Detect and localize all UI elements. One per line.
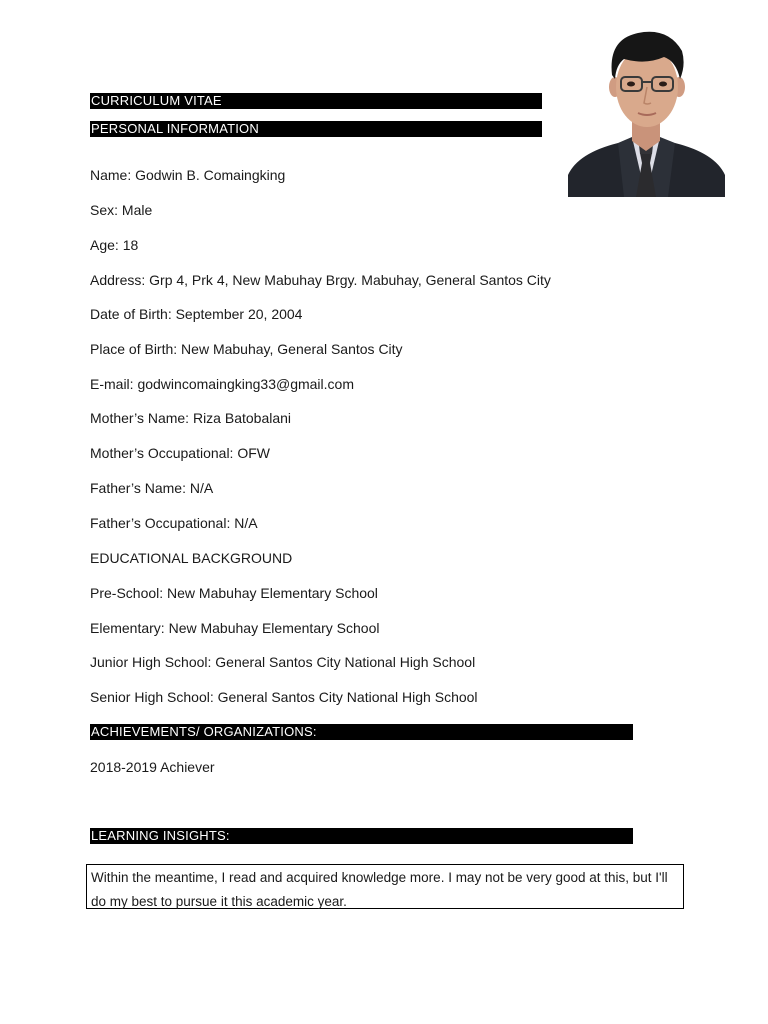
heading-personal-information: PERSONAL INFORMATION xyxy=(90,121,542,137)
profile-photo xyxy=(568,25,725,197)
info-address: Address: Grp 4, Prk 4, New Mabuhay Brgy. Mabuhay, General Santos City xyxy=(90,272,551,288)
info-mother-occupation: Mother’s Occupational: OFW xyxy=(90,445,270,461)
heading-learning-insights: LEARNING INSIGHTS: xyxy=(90,828,633,844)
profile-photo-icon xyxy=(568,25,725,197)
learning-insights-text: Within the meantime, I read and acquired knowledge more. I may not be very good at this, but I'll do my best to pursue it this academic year. xyxy=(91,870,668,909)
info-age: Age: 18 xyxy=(90,237,139,253)
info-father-name: Father’s Name: N/A xyxy=(90,480,214,496)
info-mother-name: Mother’s Name: Riza Batobalani xyxy=(90,410,292,426)
info-father-occupation: Father’s Occupational: N/A xyxy=(90,515,258,531)
info-sex: Sex: Male xyxy=(90,202,153,218)
education-pre-school: Pre-School: New Mabuhay Elementary School xyxy=(90,585,378,601)
info-place-of-birth: Place of Birth: New Mabuhay, General Santos City xyxy=(90,341,403,357)
education-elementary: Elementary: New Mabuhay Elementary School xyxy=(90,620,380,636)
info-date-of-birth: Date of Birth: September 20, 2004 xyxy=(90,306,303,322)
heading-curriculum-vitae: CURRICULUM VITAE xyxy=(90,93,542,109)
achievement-item: 2018-2019 Achiever xyxy=(90,759,215,775)
learning-insights-box xyxy=(86,864,684,909)
info-email: E-mail: godwincomaingking33@gmail.com xyxy=(90,376,354,392)
education-senior-high: Senior High School: General Santos City National High School xyxy=(90,689,478,705)
heading-achievements: ACHIEVEMENTS/ ORGANIZATIONS: xyxy=(90,724,633,740)
education-junior-high: Junior High School: General Santos City National High School xyxy=(90,654,476,670)
info-name: Name: Godwin B. Comaingking xyxy=(90,167,286,183)
heading-educational-background: EDUCATIONAL BACKGROUND xyxy=(90,550,293,566)
